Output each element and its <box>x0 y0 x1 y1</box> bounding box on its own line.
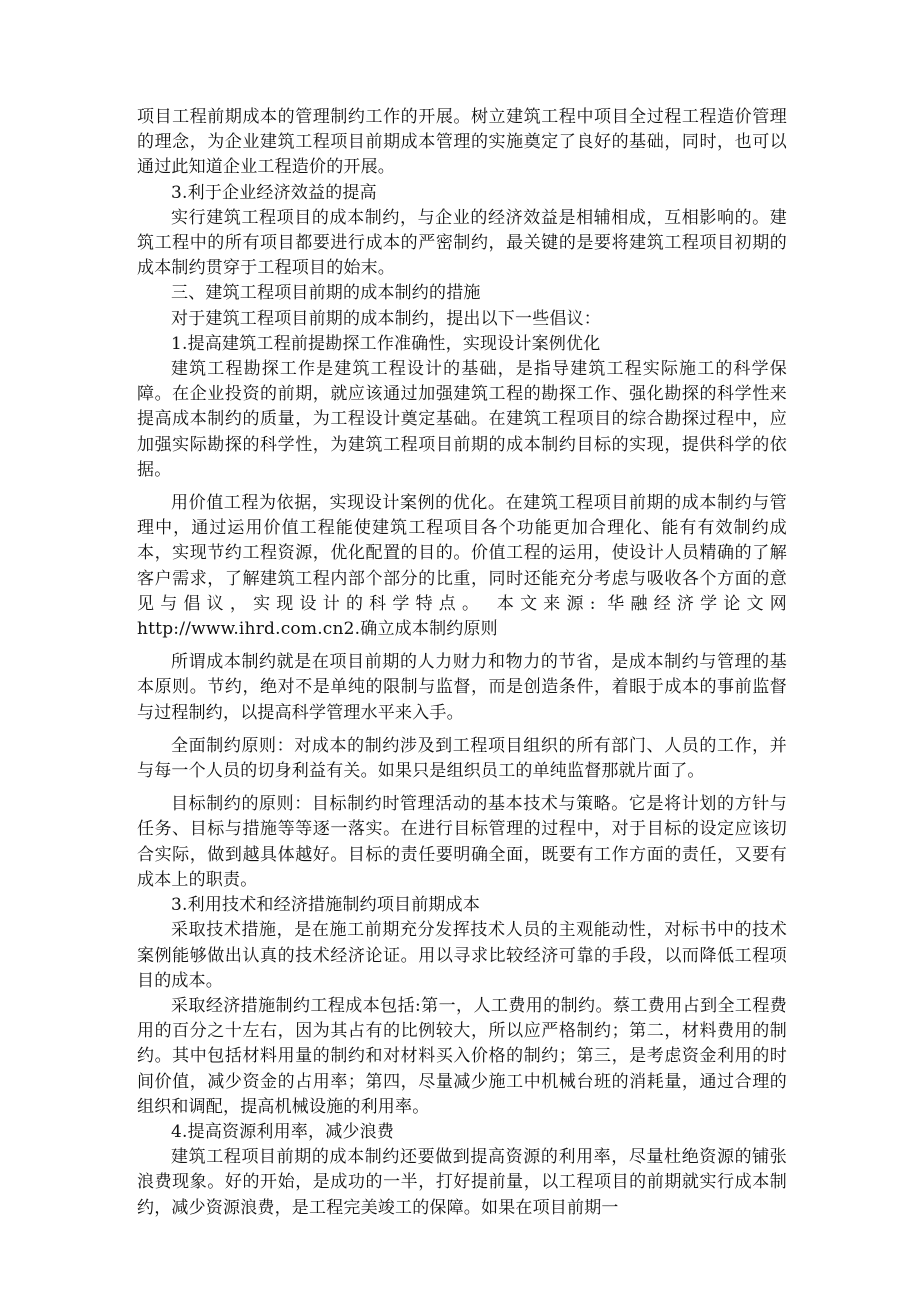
section-heading: 3.利于企业经济效益的提高 <box>171 182 377 203</box>
section-heading: 三、建筑工程项目前期的成本制约的措施 <box>171 283 481 304</box>
paragraph: 建筑工程项目前期的成本制约还要做到提高资源的利用率，尽量杜绝资源的铺张浪费现象。好的开始，是成功的一半，打好提前量，以工程项目的前期就实行成本制约，减少资源浪费，是工程完美竣工的保障。如果在项目前期一 <box>137 1147 787 1218</box>
paragraph: 用价值工程为依据，实现设计案例的优化。在建筑工程项目前期的成本制约与管理中，通过运用价值工程能使建筑工程项目各个功能更加合理化、能有有效制约成本，实现节约工程资源，优化配置的目的。价值工程的运用，使设计人员精确的了解客户需求，了解建筑工程内部个部分的比重，同时还能充分考虑与吸收各个方面的意见与倡议，实现设计的科学特点。 本文来源: 华融经济学论文网 http://www.ihrd.com.cn2.确立成本制约原则 <box>137 493 787 640</box>
document-body <box>137 105 787 1221</box>
paragraph: 采取经济措施制约工程成本包括:第一，人工费用的制约。蔡工费用占到全工程费用的百分之十左右，因为其占有的比例较大，所以应严格制约；第二，材料费用的制约。其中包括材料用量的制约和对材料买入价格的制约；第三，是考虑资金利用的时间价值，减少资金的占用率；第四，尽量减少施工中机械台班的消耗量，通过合理的组织和调配，提高机械设施的利用率。 <box>137 995 787 1117</box>
section-heading: 3.利用技术和经济措施制约项目前期成本 <box>171 895 481 916</box>
paragraph: 对于建筑工程项目前期的成本制约，提出以下一些倡议： <box>171 308 601 329</box>
paragraph: 全面制约原则：对成本的制约涉及到工程项目组织的所有部门、人员的工作，并与每一个人员的切身利益有关。如果只是组织员工的单纯监督那就片面了。 <box>137 735 787 782</box>
paragraph: 所谓成本制约就是在项目前期的人力财力和物力的节省，是成本制约与管理的基本原则。节约，绝对不是单纯的限制与监督，而是创造条件，着眼于成本的事前监督与过程制约，以提高科学管理水平来入手。 <box>137 652 787 723</box>
section-heading: 1.提高建筑工程前提勘探工作准确性，实现设计案例优化 <box>171 333 601 354</box>
paragraph: 采取技术措施，是在施工前期充分发挥技术人员的主观能动性，对标书中的技术案例能够做出认真的技术经济论证。用以寻求比较经济可靠的手段，以而降低工程项目的成本。 <box>137 920 787 991</box>
paragraph: 建筑工程勘探工作是建筑工程设计的基础，是指导建筑工程实际施工的科学保障。在企业投资的前期，就应该通过加强建筑工程的勘探工作、强化勘探的科学性来提高成本制约的质量，为工程设计奠定基础。在建筑工程项目的综合勘探过程中，应加强实际勘探的科学性，为建筑工程项目前期的成本制约目标的实现，提供科学的依据。 <box>137 359 787 480</box>
paragraph-continuation: 项目工程前期成本的管理制约工作的开展。树立建筑工程中项目全过程工程造价管理的理念，为企业建筑工程项目前期成本管理的实施奠定了良好的基础，同时，也可以通过此知道企业工程造价的开展。 <box>137 107 787 178</box>
paragraph: 实行建筑工程项目的成本制约，与企业的经济效益是相辅相成，互相影响的。建筑工程中的所有项目都要进行成本的严密制约，最关键的是要将建筑工程项目初期的成本制约贯穿于工程项目的始末。 <box>137 207 787 279</box>
paragraph: 目标制约的原则：目标制约时管理活动的基本技术与策略。它是将计划的方针与任务、目标与措施等等逐一落实。在进行目标管理的过程中，对于目标的设定应该切合实际，做到越具体越好。目标的责任要明确全面，既要有工作方面的责任，又要有成本上的职责。 <box>137 794 787 890</box>
section-heading: 4.提高资源利用率，减少浪费 <box>171 1121 395 1142</box>
